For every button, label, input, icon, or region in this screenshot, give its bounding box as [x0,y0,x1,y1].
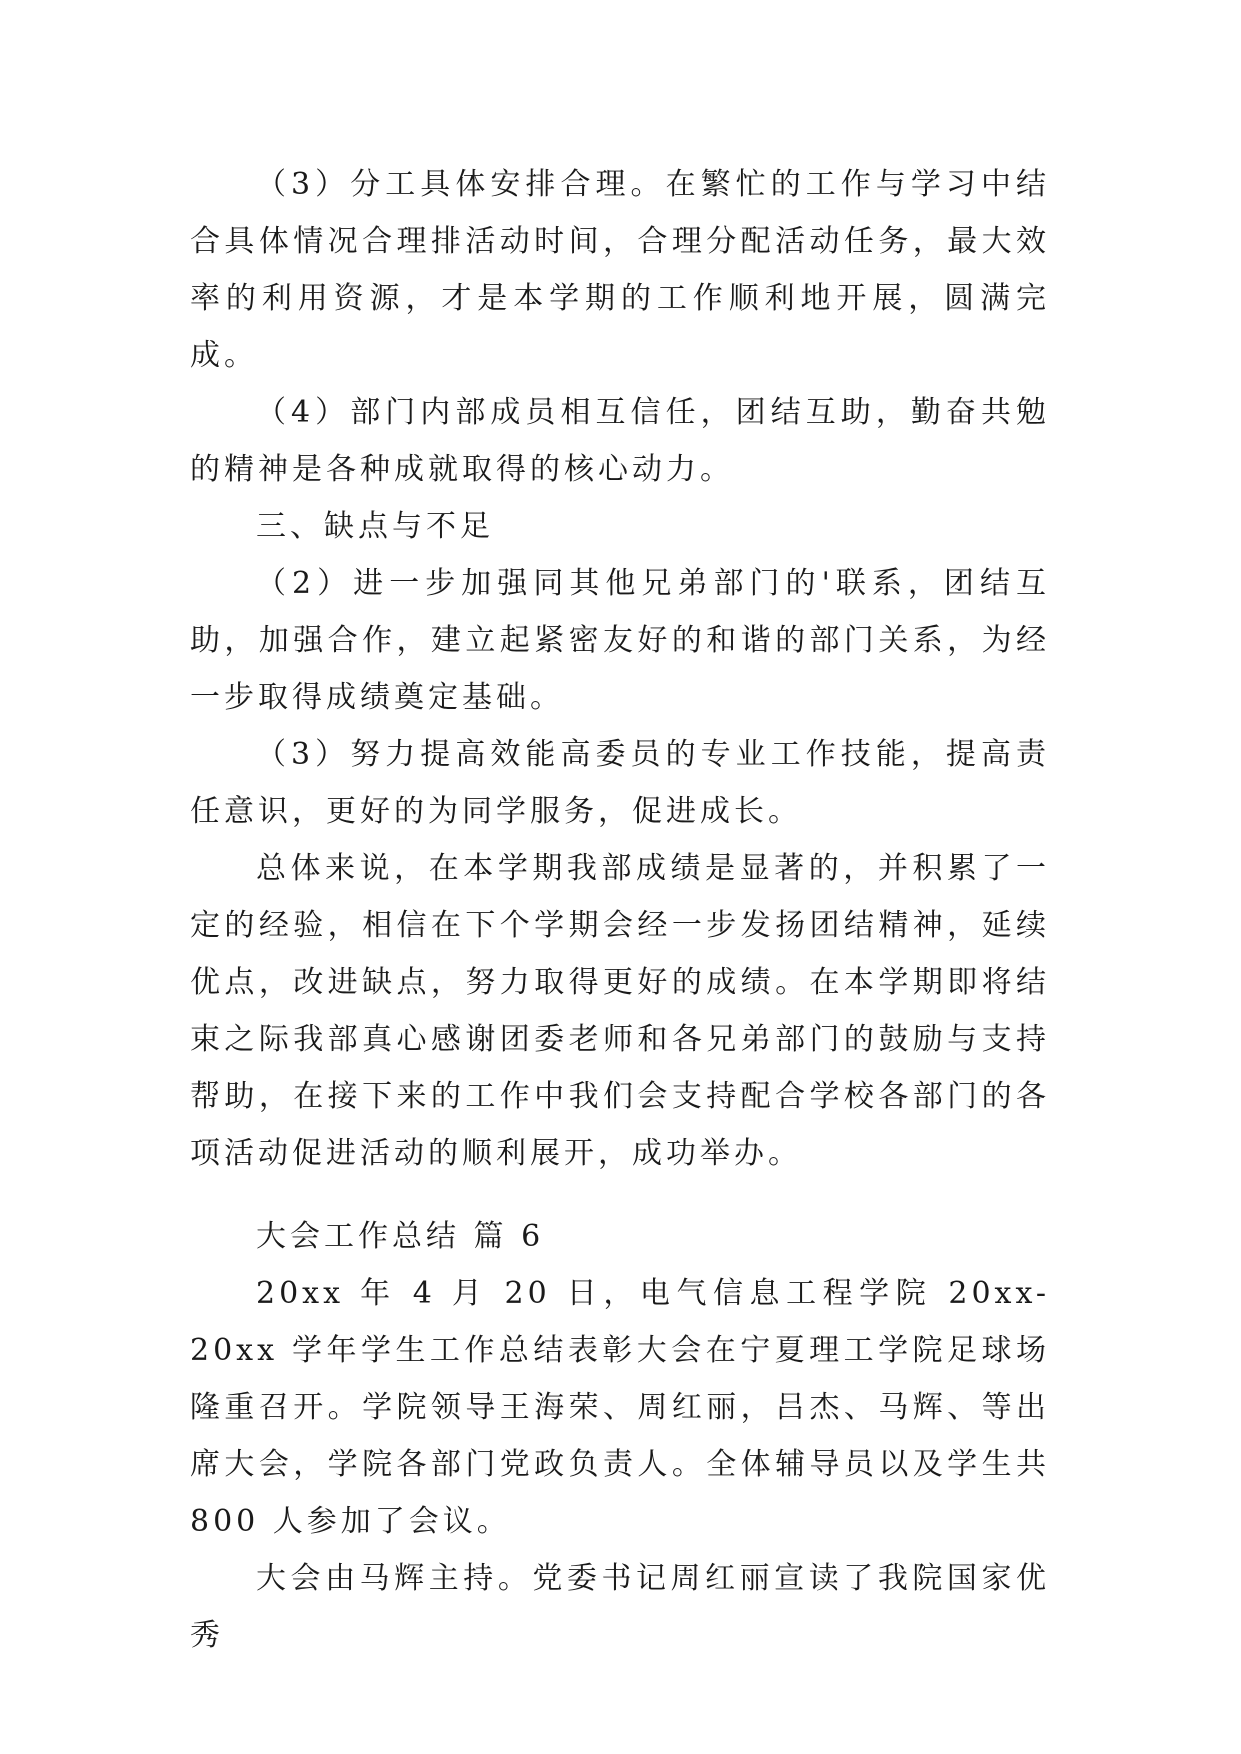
paragraph: （3）努力提高效能高委员的专业工作技能，提高责任意识，更好的为同学服务，促进成长。 [190,737,1050,829]
paragraph: （2）进一步加强同其他兄弟部门的'联系，团结互助，加强合作，建立起紧密友好的和谐的部门关系，为经一步取得成绩奠定基础。 [190,566,1050,715]
article-title: 大会工作总结 篇 6 [256,1219,545,1254]
paragraph: 大会由马辉主持。党委书记周红丽宣读了我院国家优秀 [190,1561,1050,1653]
text-block-1 [190,156,1050,1182]
paragraph: （4）部门内部成员相互信任，团结互助，勤奋共勉的精神是各种成就取得的核心动力。 [190,395,1050,487]
paragraph: 总体来说，在本学期我部成绩是显著的，并积累了一定的经验，相信在下个学期会经一步发扬团结精神，延续优点，改进缺点，努力取得更好的成绩。在本学期即将结束之际我部真心感谢团委老师和各兄弟部门的鼓励与支持帮助，在接下来的工作中我们会支持配合学校各部门的各项活动促进活动的顺利展开，成功举办。 [190,851,1050,1171]
paragraph: （3）分工具体安排合理。在繁忙的工作与学习中结合具体情况合理排活动时间，合理分配活动任务，最大效率的利用资源，才是本学期的工作顺利地开展，圆满完成。 [190,167,1050,373]
section-heading: 三、缺点与不足 [256,509,494,544]
text-block-2 [190,1208,1050,1664]
paragraph: 20xx 年 4 月 20 日，电气信息工程学院 20xx-20xx 学年学生工作总结表彰大会在宁夏理工学院足球场隆重召开。学院领导王海荣、周红丽，吕杰、马辉、等出席大会，学院各部门党政负责人。全体辅导员以及学生共 800 人参加了会议。 [190,1276,1050,1539]
